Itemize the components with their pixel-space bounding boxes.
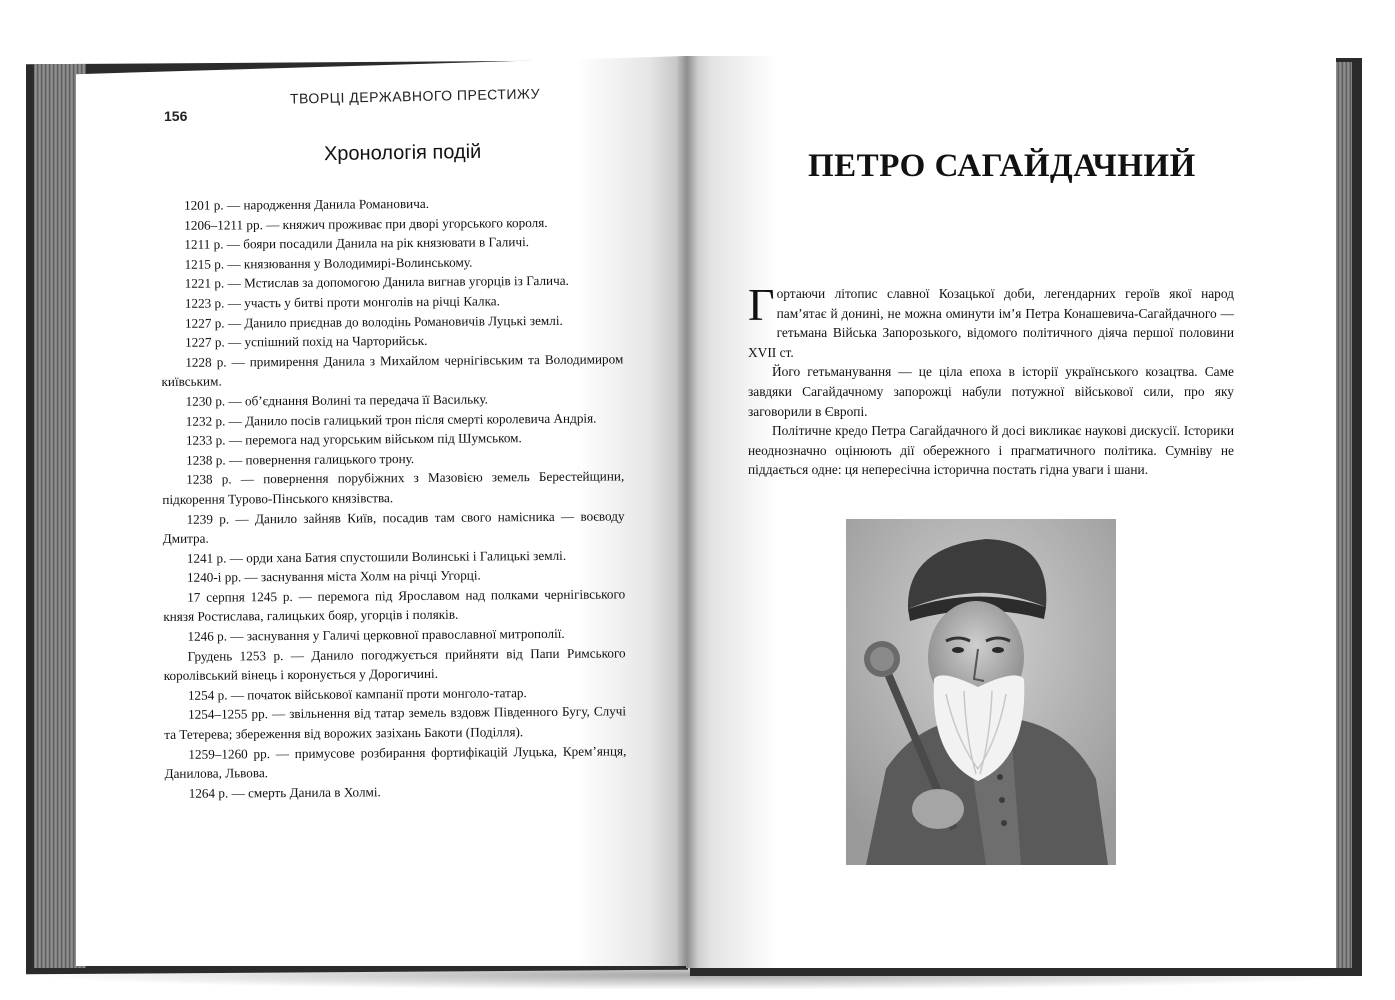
chronology-item: 1239 р. — Данило зайняв Київ, посадив там свого намісника — воєводу Дмитра. [162, 507, 625, 547]
chronology-item: 1230 р. — об’єднання Волині та передача її Васильку. [185, 391, 488, 409]
chapter-intro [748, 279, 1234, 480]
chronology-item: 1228 р. — примирення Данила з Михайлом чернігівським та Володимиром київським. [161, 351, 624, 390]
chronology-item: 1227 р. — Данило приєднав до володінь Романовичів Луцькі землі. [184, 312, 563, 331]
chronology-item: 1206–1211 рр. — княжич проживає при дворі угорського короля. [184, 214, 548, 233]
chronology-item: 1221 р. — Мстислав за допомогою Данила вигнав угорців із Галича. [184, 273, 569, 292]
running-head: ТВОРЦІ ДЕРЖАВНОГО ПРЕСТИЖУ [289, 85, 541, 107]
portrait-image [846, 519, 1116, 865]
chronology-item: Грудень 1253 р. — Данило погоджується прийняти від Папи Римського королівський вінець і коронується у Дорогичині. [163, 645, 626, 684]
chronology-list [160, 192, 627, 803]
chronology-item: 1223 р. — участь у битві проти монголів на річці Калка. [184, 293, 500, 311]
chronology-item: 1254–1255 рр. — звільнення від татар земель вздовж Південного Бугу, Случі та Тетерева; збереження від ворожих зазіхань Бакоти (Поділля). [164, 703, 627, 743]
chronology-item: 1240-і рр. — заснування міста Холм на річці Угорці. [186, 567, 481, 586]
chronology-item: 1254 р. — початок військової кампанії проти монголо-татар. [187, 684, 527, 703]
chronology-item: 1241 р. — орди хана Батия спустошили Волинські і Галицькі землі. [186, 547, 567, 566]
book-gutter [676, 56, 698, 968]
chronology-item: 1264 р. — смерть Данила в Холмі. [188, 784, 381, 801]
intro-paragraph-3: Політичне кредо Петра Сагайдачного й досі викликає наукові дискусії. Історики неоднозначно оцінюють дії обережного і прагматичного політика. Сумніву не піддається одне: ця непересічна історична постать гідна уваги і шани. [748, 423, 1234, 478]
portrait-illustration [846, 519, 1116, 865]
chronology-item: 1233 р. — перемога над угорським військом під Шумськом. [185, 430, 522, 448]
drop-cap: Г [748, 279, 775, 330]
intro-paragraph-1-text: ортаючи літопис славної Козацької доби, легендарних героїв якої народ пам’ятає й донині, не можна оминути ім’я Петра Конашевича-Сагайдачного — гетьмана Війська Запорозького, відомого політичного діяча першої половини XVII ст. [748, 286, 1234, 360]
chronology-item: 1201 р. — народження Данила Романовича. [184, 195, 430, 213]
chronology-item: 1232 р. — Данило посів галицький трон після смерті королевича Андрія. [185, 410, 597, 429]
chronology-item: 1238 р. — повернення галицького трону. [186, 450, 415, 468]
chronology-item: 1211 р. — бояри посадили Данила на рік князювати в Галичі. [184, 234, 530, 252]
page-number: 156 [164, 108, 188, 124]
chronology-item: 17 серпня 1245 р. — перемога під Ярославом над полками чернігівського князя Ростислава, галицьких бояр, угорців і поляків. [163, 586, 626, 625]
chapter-title: ПЕТРО САГАЙДАЧНИЙ [808, 148, 1196, 184]
chronology-item: 1246 р. — заснування у Галичі церковної православної митрополії. [187, 625, 565, 644]
intro-paragraph-1 [748, 279, 1234, 362]
chronology-title: Хронологія подій [323, 140, 482, 166]
chronology-item: 1238 р. — повернення порубіжних з Мазовією земель Берестейщини, підкорення Турово-Пінського князівства. [162, 468, 625, 507]
intro-paragraph-2: Його гетьманування — це ціла епоха в історії українського козацтва. Саме завдяки Сагайдачному запорожці набули потужної військової сили, про яку заговорили в Європі. [748, 364, 1234, 419]
chronology-item: 1215 р. — князювання у Володимирі-Волинському. [184, 254, 473, 272]
chronology-item: 1227 р. — успішний похід на Чарторийськ. [185, 333, 428, 350]
chronology-item: 1259–1260 рр. — примусове розбирання фортифікацій Луцька, Крем’янця, Данилова, Львова. [164, 742, 627, 782]
